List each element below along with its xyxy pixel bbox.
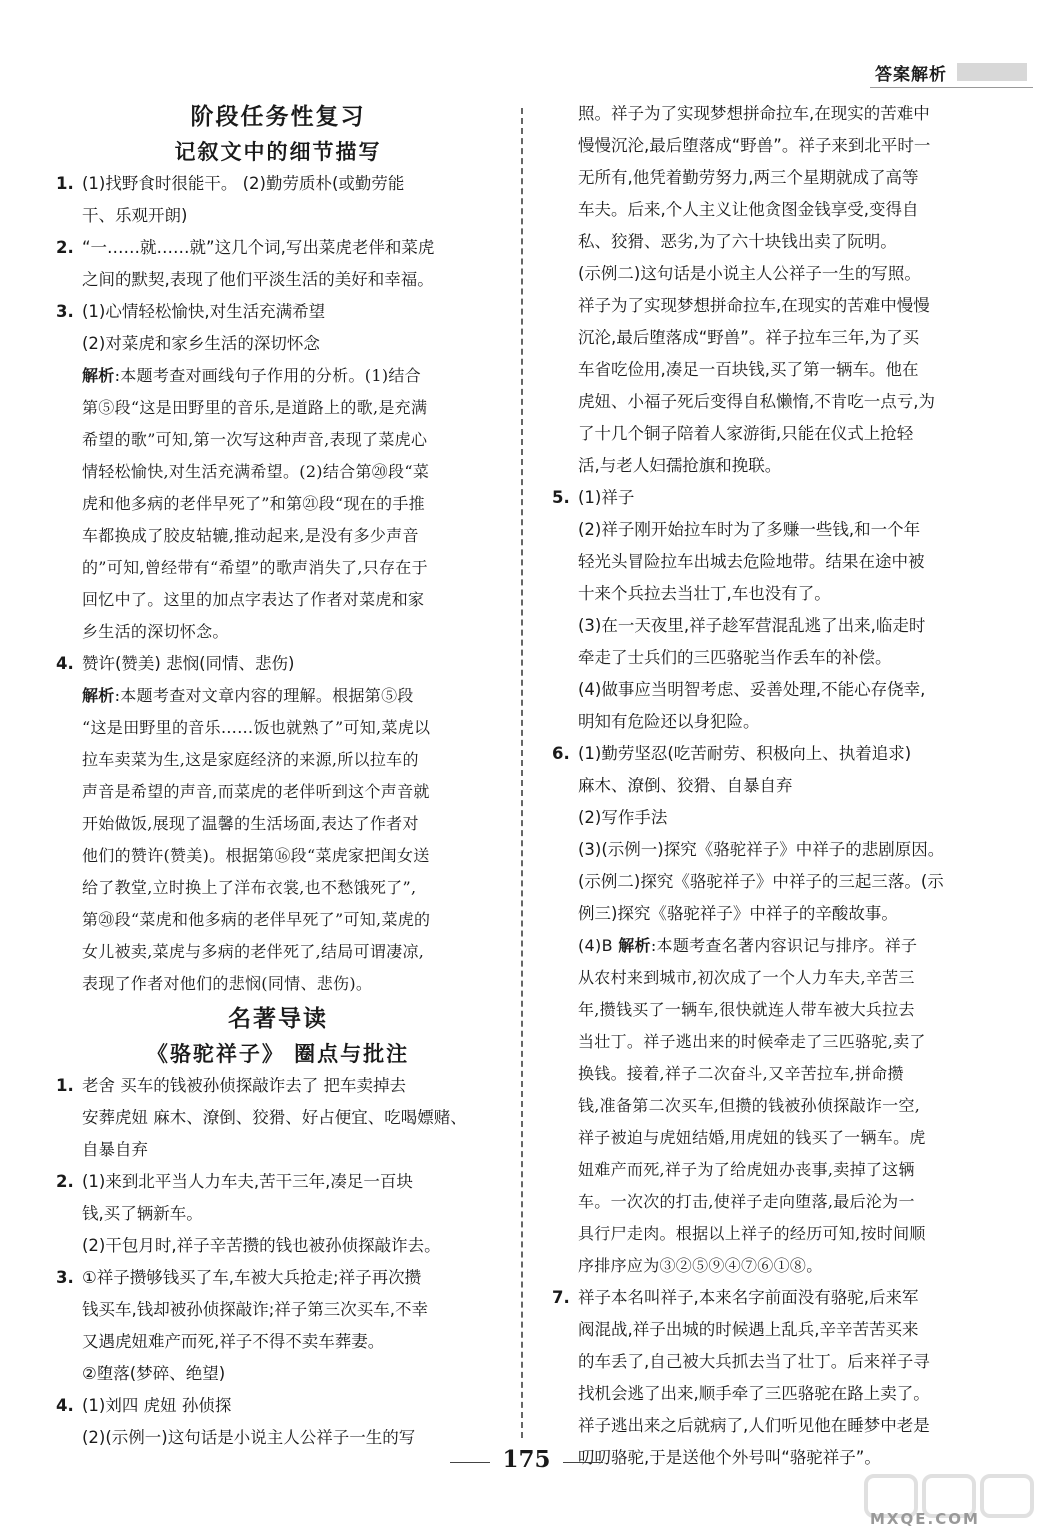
footer-dash: [450, 1462, 490, 1463]
answer-text: (1)找野食时很能干。 (2)勤劳质朴(或勤劳能: [82, 174, 405, 193]
analysis-text: :本题考查对文章内容的理解。根据第⑤段: [114, 686, 414, 705]
right-column: [552, 98, 992, 1474]
answer-text: 的车丢了,自己被大兵抓去当了壮丁。后来祥子寻: [578, 1352, 930, 1371]
header-bar: [875, 60, 1027, 84]
answer-text: 找机会逃了出来,顺手牵了三匹骆驼在路上卖了。: [578, 1384, 930, 1403]
answer-number: 7.: [552, 1288, 570, 1307]
answer-text: “一……就……就”这几个词,写出菜虎老伴和菜虎: [82, 238, 435, 257]
answer-text: (1)刘四 虎妞 孙侦探: [82, 1396, 232, 1415]
analysis-text: 表现了作者对他们的悲悯(同情、悲伤)。: [82, 974, 373, 993]
answer-text: 阀混战,祥子出城的时候遇上乱兵,辛辛苦苦买来: [578, 1320, 919, 1339]
analysis-text: 从农村来到城市,初次成了一个人力车夫,辛苦三: [578, 968, 915, 987]
continued-text: 车夫。后来,个人主义让他贪图金钱享受,变得自: [578, 200, 919, 219]
analysis-text: 妞难产而死,祥子为了给虎妞办丧事,卖掉了这辆: [578, 1160, 915, 1179]
answer-text: 明知有危险还以身犯险。: [578, 712, 760, 731]
analysis-text: 序排序应为③②⑤⑨④⑦⑥①⑧。: [578, 1256, 823, 1275]
answer-text: (3)(示例一)探究《骆驼祥子》中祥子的悲剧原因。: [578, 840, 945, 859]
answer-text: 麻木、潦倒、狡猾、自暴自弃: [578, 776, 793, 795]
answer-number: 3.: [56, 1268, 74, 1287]
analysis-text: 的”可知,曾经带有“希望”的歌声消失了,只存在于: [82, 558, 428, 577]
answer-number: 3.: [56, 302, 74, 321]
answer-text: (2)祥子刚开始拉车时为了多赚一些钱,和一个年: [578, 520, 921, 539]
analysis-text: “这是田野里的音乐……饭也就熟了”可知,菜虎以: [82, 718, 431, 737]
answer-text: ①祥子攒够钱买了车,车被大兵抢走;祥子再次攒: [82, 1268, 422, 1287]
section-subtitle: 记叙文中的细节描写: [174, 140, 382, 164]
watermark-text: MXQE.COM: [870, 1510, 980, 1528]
analysis-text: 车都换成了胶皮轱辘,推动起来,是没有多少声音: [82, 526, 419, 545]
continued-text: 了十几个铜子陪着人家游街,只能在仪式上抢轻: [578, 424, 914, 443]
analysis-text: 钱,准备第二次买车,但攒的钱被孙侦探敲诈一空,: [578, 1096, 921, 1115]
continued-text: 私、狡猾、恶劣,为了六十块钱出卖了阮明。: [578, 232, 897, 251]
answer-text: (2)对菜虎和家乡生活的深切怀念: [82, 334, 320, 353]
answer-text: (2)写作手法: [578, 808, 668, 827]
answer-number: 1.: [56, 174, 74, 193]
answer-number: 1.: [56, 1076, 74, 1095]
answer-text: 牵走了士兵们的三匹骆驼当作丢车的补偿。: [578, 648, 892, 667]
continued-text: 照。祥子为了实现梦想拼命拉车,在现实的苦难中: [578, 104, 930, 123]
answer-1: [56, 168, 500, 232]
analysis-text: :本题考查对画线句子作用的分析。(1)结合: [114, 366, 421, 385]
analysis-tag: 解析: [82, 366, 115, 385]
answer-text: (2)(示例一)这句话是小说主人公祥子一生的写: [82, 1428, 416, 1447]
page-footer: [0, 1446, 1053, 1473]
reading-answer-3: [56, 1262, 500, 1390]
analysis-text: 换钱。接着,祥子二次奋斗,又辛苦拉车,拼命攒: [578, 1064, 904, 1083]
reading-answer-5: [552, 482, 992, 738]
answer-number: 4.: [56, 654, 74, 673]
analysis-text: 拉车卖菜为生,这是家庭经济的来源,所以拉车的: [82, 750, 419, 769]
analysis-text: 声音是希望的声音,而菜虎的老伴听到这个声音就: [82, 782, 430, 801]
answer-3: [56, 296, 500, 648]
analysis-text: 开始做饭,展现了温馨的生活场面,表达了作者对: [82, 814, 419, 833]
analysis-text: 虎和他多病的老伴早死了”和第㉑段“现在的手推: [82, 494, 425, 513]
continued-text: 虎妞、小福子死后变得自私懒惰,不肯吃一点亏,为: [578, 392, 935, 411]
continued-text: 无所有,他凭着勤劳努力,两三个星期就成了高等: [578, 168, 919, 187]
column-divider: [521, 108, 523, 1438]
answer-text: (4)B: [578, 936, 619, 955]
header-tab-decoration: [957, 63, 1027, 81]
continued-text: 沉沦,最后堕落成“野兽”。祥子拉车三年,为了买: [578, 328, 920, 347]
analysis-text: 当壮丁。祥子逃出来的时候牵走了三匹骆驼,卖了: [578, 1032, 926, 1051]
reading-answer-6: [552, 738, 992, 1282]
analysis-text: 年,攒钱买了一辆车,很快就连人带车被大兵拉去: [578, 1000, 915, 1019]
header-label: 答案解析: [875, 64, 947, 85]
section-title: 名著导读: [228, 1006, 328, 1032]
answer-text: 安葬虎妞 麻木、潦倒、狡猾、好占便宜、吃喝嫖赌、: [82, 1108, 467, 1127]
answer-text: (2)干包月时,祥子辛苦攒的钱也被孙侦探敲诈去。: [82, 1236, 441, 1255]
answer-text: 钱买车,钱却被孙侦探敲诈;祥子第三次买车,不幸: [82, 1300, 429, 1319]
answer-number: 5.: [552, 488, 570, 507]
reading-answer-4: [56, 1390, 500, 1454]
analysis-text: 女儿被卖,菜虎与多病的老伴死了,结局可谓凄凉,: [82, 942, 425, 961]
answer-number: 2.: [56, 238, 74, 257]
answer-text: 例三)探究《骆驼祥子》中祥子的辛酸故事。: [578, 904, 898, 923]
reading-answer-2: [56, 1166, 500, 1262]
answer-text: (1)勤劳坚忍(吃苦耐劳、积极向上、执着追求): [578, 744, 912, 763]
answer-text: 轻光头冒险拉车出城去危险地带。结果在途中被: [578, 552, 925, 571]
answer-text: 自暴自弃: [82, 1140, 148, 1159]
answer-number: 6.: [552, 744, 570, 763]
analysis-text: 具行尸走肉。根据以上祥子的经历可知,按时间顺: [578, 1224, 926, 1243]
answer-text: 又遇虎妞难产而死,祥子不得不卖车葬妻。: [82, 1332, 385, 1351]
answer-number: 4.: [56, 1396, 74, 1415]
answer-text: (示例二)探究《骆驼祥子》中祥子的三起三落。(示: [578, 872, 944, 891]
continued-text: 祥子为了实现梦想拼命拉车,在现实的苦难中慢慢: [578, 296, 930, 315]
analysis-tag: 解析: [618, 936, 651, 955]
answer-text: 干、乐观开朗): [82, 206, 188, 225]
page-number: 175: [502, 1446, 551, 1473]
answer-text: ②堕落(梦碎、绝望): [82, 1364, 226, 1383]
analysis-text: 希望的歌”可知,第一次写这种声音,表现了菜虎心: [82, 430, 428, 449]
header-rule: [870, 87, 1033, 88]
answer-text: 之间的默契,表现了他们平淡生活的美好和幸福。: [82, 270, 434, 289]
section-subtitle: 《骆驼祥子》 圈点与批注: [146, 1042, 410, 1066]
continued-text: (示例二)这句话是小说主人公祥子一生的写照。: [578, 264, 921, 283]
analysis-text: 给了教堂,立时换上了洋布衣裳,也不愁饿死了”,: [82, 878, 417, 897]
continued-text: 活,与老人妇孺抢旗和挽联。: [578, 456, 782, 475]
answer-text: 祥子本名叫祥子,本来名字前面没有骆驼,后来军: [578, 1288, 919, 1307]
answer-text: (4)做事应当明智考虑、妥善处理,不能心存侥幸,: [578, 680, 926, 699]
answer-text: 祥子逃出来之后就病了,人们听见他在睡梦中老是: [578, 1416, 930, 1435]
answer-text: (3)在一天夜里,祥子趁军营混乱逃了出来,临走时: [578, 616, 926, 635]
analysis-text: 第⑤段“这是田野里的音乐,是道路上的歌,是充满: [82, 398, 428, 417]
analysis-text: 回忆中了。这里的加点字表达了作者对菜虎和家: [82, 590, 425, 609]
analysis-text: 情轻松愉快,对生活充满希望。(2)结合第⑳段“菜: [82, 462, 430, 481]
answer-text: 老舍 买车的钱被孙侦探敲诈去了 把车卖掉去: [82, 1076, 406, 1095]
footer-dash: [563, 1462, 603, 1463]
analysis-text: 祥子被迫与虎妞结婚,用虎妞的钱买了一辆车。虎: [578, 1128, 926, 1147]
answer-text: 钱,买了辆新车。: [82, 1204, 203, 1223]
analysis-tag: 解析: [82, 686, 115, 705]
analysis-text: 他们的赞许(赞美)。根据第⑯段“菜虎家把闺女送: [82, 846, 430, 865]
analysis-text: 第⑳段“菜虎和他多病的老伴早死了”可知,菜虎的: [82, 910, 431, 929]
continued-text: 慢慢沉沦,最后堕落成“野兽”。祥子来到北平时一: [578, 136, 931, 155]
answer-number: 2.: [56, 1172, 74, 1191]
reading-answer-1: [56, 1070, 500, 1166]
answer-2: [56, 232, 500, 296]
analysis-text: 车。一次次的打击,使祥子走向堕落,最后沦为一: [578, 1192, 915, 1211]
answer-text: 十来个兵拉去当壮丁,车也没有了。: [578, 584, 831, 603]
answer-text: 赞许(赞美) 悲悯(同情、悲伤): [82, 654, 295, 673]
answer-4: [56, 648, 500, 1000]
answer-text: 叨叨骆驼,于是送他个外号叫“骆驼祥子”。: [578, 1448, 881, 1467]
answer-text: (1)来到北平当人力车夫,苦干三年,凑足一百块: [82, 1172, 413, 1191]
left-column: [56, 98, 500, 1454]
analysis-text: :本题考查名著内容识记与排序。祥子: [650, 936, 918, 955]
answer-text: (1)祥子: [578, 488, 635, 507]
continued-text: 车省吃俭用,凑足一百块钱,买了第一辆车。他在: [578, 360, 919, 379]
analysis-text: 乡生活的深切怀念。: [82, 622, 229, 641]
section-title: 阶段任务性复习: [190, 104, 366, 130]
answer-text: (1)心情轻松愉快,对生活充满希望: [82, 302, 326, 321]
